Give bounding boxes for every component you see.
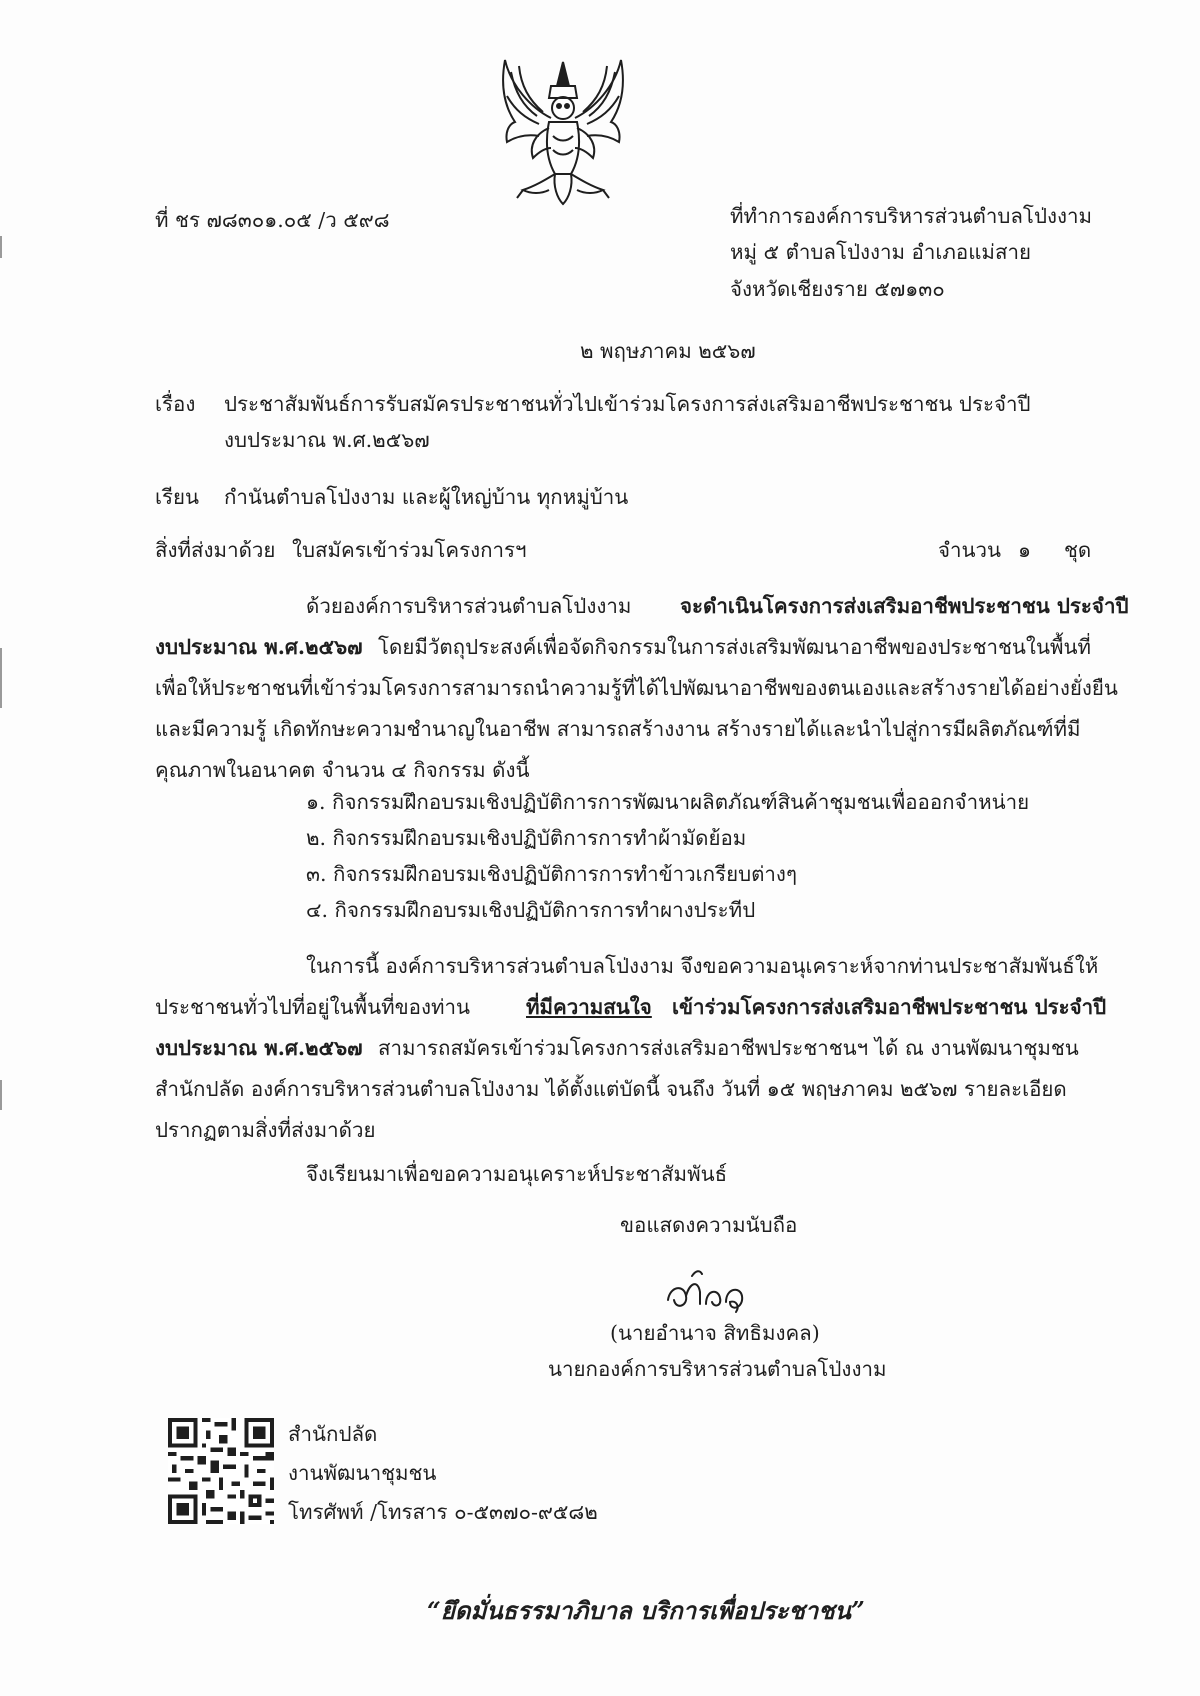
closing-sentence: จึงเรียนมาเพื่อขอความอนุเคราะห์ประชาสัมพันธ์ bbox=[306, 1162, 728, 1186]
recipient-value: กำนันตำบลโป่งงาม และผู้ใหญ่บ้าน ทุกหมู่บ้าน bbox=[224, 485, 629, 509]
recipient-label: เรียน bbox=[155, 485, 200, 509]
activity-item-4: ๔. กิจกรรมฝึกอบรมเชิงปฏิบัติการการทำผางประทีป bbox=[306, 898, 756, 922]
scan-edge-mark bbox=[0, 236, 2, 258]
letter-date: ๒ พฤษภาคม ๒๕๖๗ bbox=[580, 339, 756, 363]
paragraph-1-line-1-a: ด้วยองค์การบริหารส่วนตำบลโป่งงาม bbox=[306, 594, 632, 618]
enclosure-qty-label: จำนวน bbox=[938, 538, 1002, 562]
signatory-name: (นายอำนาจ สิทธิมงคล) bbox=[610, 1321, 820, 1345]
activity-item-2: ๒. กิจกรรมฝึกอบรมเชิงปฏิบัติการการทำผ้ามัดย้อม bbox=[306, 826, 747, 850]
qr-code-icon bbox=[168, 1418, 274, 1524]
paragraph-2-line-2-b: ที่มีความสนใจ bbox=[526, 995, 652, 1019]
scan-edge-mark bbox=[0, 648, 2, 708]
footer-motto: “ยึดมั่นธรรมาภิบาล บริการเพื่อประชาชน” bbox=[427, 1596, 865, 1625]
enclosure-qty-unit: ชุด bbox=[1064, 538, 1092, 562]
footer-phone: โทรศัพท์ /โทรสาร ๐-๕๓๗๐-๙๕๘๒ bbox=[288, 1500, 598, 1524]
signatory-position: นายกองค์การบริหารส่วนตำบลโป่งงาม bbox=[548, 1357, 887, 1381]
subject-line-2: งบประมาณ พ.ศ.๒๕๖๗ bbox=[224, 428, 430, 452]
subject-label: เรื่อง bbox=[155, 392, 196, 416]
handwritten-signature bbox=[664, 1262, 764, 1316]
paragraph-1-line-5: คุณภาพในอนาคต จำนวน ๔ กิจกรรม ดังนี้ bbox=[155, 758, 530, 782]
activity-item-3: ๓. กิจกรรมฝึกอบรมเชิงปฏิบัติการการทำข้าวเกรียบต่างๆ bbox=[306, 862, 797, 886]
garuda-emblem bbox=[493, 52, 633, 210]
paragraph-2-line-4: สำนักปลัด องค์การบริหารส่วนตำบลโป่งงาม ได้ตั้งแต่บัดนี้ จนถึง วันที่ ๑๕ พฤษภาคม ๒๕๖๗ รายละเอียด bbox=[155, 1077, 1067, 1101]
reference-number: ที่ ชร ๗๘๓๐๑.๐๕ /ว ๕๙๘ bbox=[155, 208, 390, 232]
sender-address-line-1: ที่ทำการองค์การบริหารส่วนตำบลโป่งงาม bbox=[730, 204, 1093, 228]
paragraph-1-line-2-a: งบประมาณ พ.ศ.๒๕๖๗ bbox=[155, 635, 363, 659]
enclosure-value: ใบสมัครเข้าร่วมโครงการฯ bbox=[292, 538, 527, 562]
sender-address-line-2: หมู่ ๕ ตำบลโป่งงาม อำเภอแม่สาย bbox=[730, 240, 1031, 264]
paragraph-2-line-2-c: เข้าร่วมโครงการส่งเสริมอาชีพประชาชน ประจำปี bbox=[672, 995, 1107, 1019]
paragraph-2-line-5: ปรากฏตามสิ่งที่ส่งมาด้วย bbox=[155, 1118, 376, 1142]
regards: ขอแสดงความนับถือ bbox=[620, 1213, 798, 1237]
activity-item-1: ๑. กิจกรรมฝึกอบรมเชิงปฏิบัติการการพัฒนาผลิตภัณฑ์สินค้าชุมชนเพื่อออกจำหน่าย bbox=[306, 790, 1030, 814]
paragraph-1-line-3: เพื่อให้ประชาชนที่เข้าร่วมโครงการสามารถนำความรู้ที่ได้ไปพัฒนาอาชีพของตนเองและสร้างรายได้อย่างยั่งยืน bbox=[155, 676, 1118, 700]
paragraph-1-line-2-b: โดยมีวัตถุประสงค์เพื่อจัดกิจกรรมในการส่งเสริมพัฒนาอาชีพของประชาชนในพื้นที่ bbox=[378, 635, 1091, 659]
sender-address-line-3: จังหวัดเชียงราย ๕๗๑๓๐ bbox=[730, 277, 945, 301]
scan-edge-mark bbox=[0, 1080, 2, 1110]
paragraph-2-line-2-a: ประชาชนทั่วไปที่อยู่ในพื้นที่ของท่าน bbox=[155, 995, 471, 1019]
enclosure-label: สิ่งที่ส่งมาด้วย bbox=[155, 538, 276, 562]
paragraph-1-line-4: และมีความรู้ เกิดทักษะความชำนาญในอาชีพ สามารถสร้างงาน สร้างรายได้และนำไปสู่การมีผลิตภัณฑ์ที่มี bbox=[155, 717, 1081, 741]
enclosure-qty-value: ๑ bbox=[1018, 538, 1032, 562]
paragraph-2-line-1: ในการนี้ องค์การบริหารส่วนตำบลโป่งงาม จึงขอความอนุเคราะห์จากท่านประชาสัมพันธ์ให้ bbox=[306, 954, 1099, 978]
footer-office: สำนักปลัด bbox=[288, 1422, 378, 1446]
subject-line-1: ประชาสัมพันธ์การรับสมัครประชาชนทั่วไปเข้าร่วมโครงการส่งเสริมอาชีพประชาชน ประจำปี bbox=[224, 392, 1031, 416]
paragraph-1-line-1-b: จะดำเนินโครงการส่งเสริมอาชีพประชาชน ประจำปี bbox=[680, 594, 1129, 618]
paragraph-2-line-3-b: สามารถสมัครเข้าร่วมโครงการส่งเสริมอาชีพประชาชนฯ ได้ ณ งานพัฒนาชุมชน bbox=[378, 1036, 1079, 1060]
paragraph-2-line-3-a: งบประมาณ พ.ศ.๒๕๖๗ bbox=[155, 1036, 363, 1060]
footer-section: งานพัฒนาชุมชน bbox=[288, 1461, 437, 1485]
